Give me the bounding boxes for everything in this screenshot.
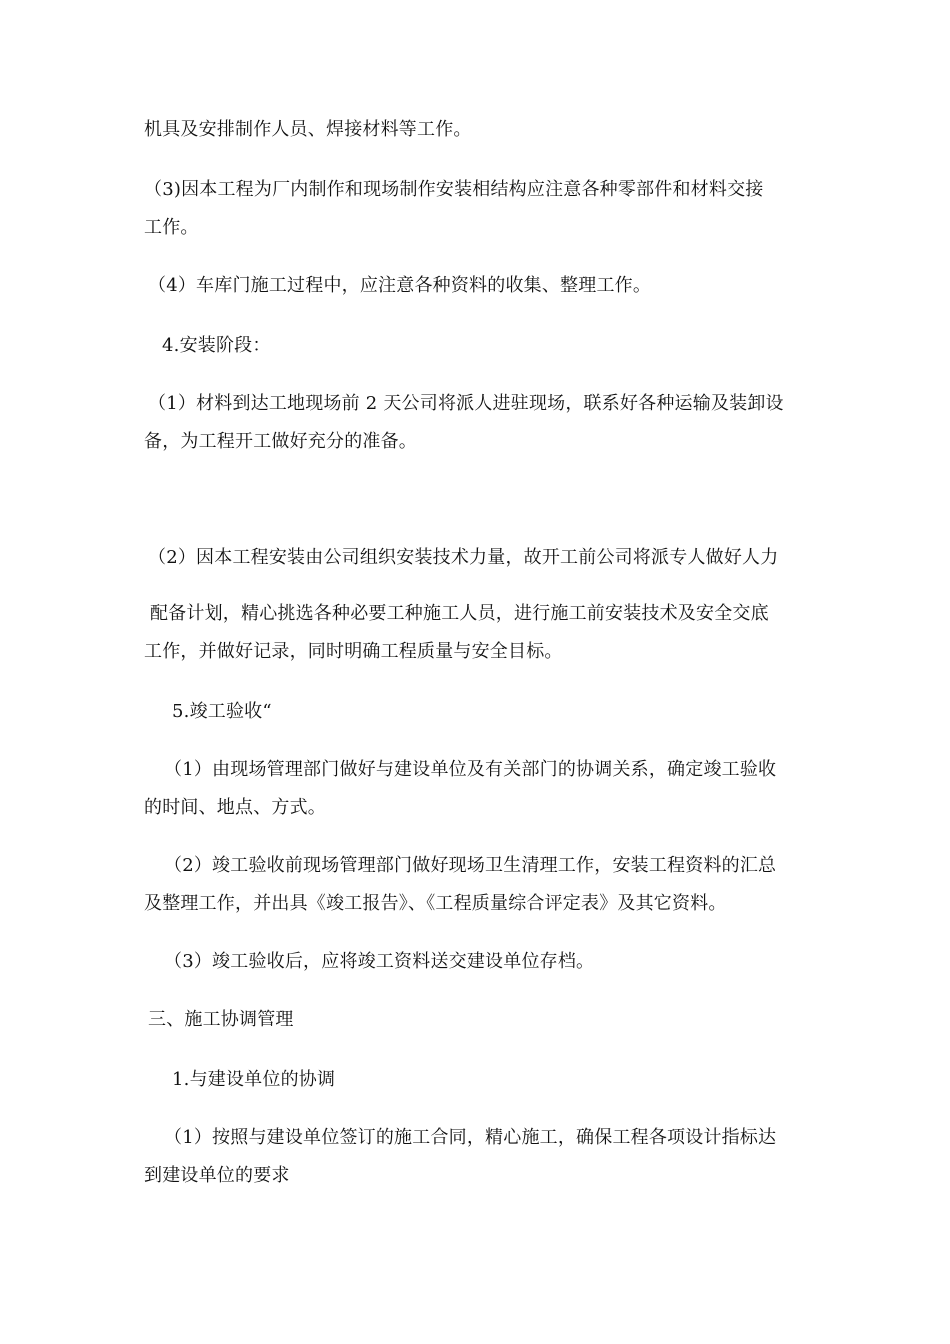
text-line: （1）按照与建设单位签订的施工合同，精心施工，确保工程各项设计指标达 <box>164 1127 777 1148</box>
text-line: 机具及安排制作人员、焊接材料等工作。 <box>144 119 472 140</box>
text-line: 及整理工作，并出具《竣工报告》、《工程质量综合评定表》及其它资料。 <box>144 893 727 914</box>
text-line: （4）车库门施工过程中，应注意各种资料的收集、整理工作。 <box>148 275 652 296</box>
section-heading: 三、施工协调管理 <box>148 1009 294 1030</box>
text-line: 备，为工程开工做好充分的准备。 <box>144 431 417 452</box>
section-heading: 4.安装阶段： <box>162 335 271 356</box>
text-line: （3)因本工程为厂内制作和现场制作安装相结构应注意各种零部件和材料交接 <box>144 179 764 200</box>
text-line: （1）材料到达工地现场前 2 天公司将派人进驻现场，联系好各种运输及装卸设 <box>148 393 784 414</box>
text-line: （3）竣工验收后，应将竣工资料送交建设单位存档。 <box>164 951 595 972</box>
text-line: （2）竣工验收前现场管理部门做好现场卫生清理工作，安装工程资料的汇总 <box>164 855 777 876</box>
text-line: 配备计划，精心挑选各种必要工种施工人员，进行施工前安装技术及安全交底 <box>150 603 769 624</box>
section-heading: 5.竣工验收“ <box>172 701 272 722</box>
text-line: 的时间、地点、方式。 <box>144 797 326 818</box>
text-line: （1）由现场管理部门做好与建设单位及有关部门的协调关系，确定竣工验收 <box>164 759 777 780</box>
section-heading: 1.与建设单位的协调 <box>172 1069 336 1090</box>
text-line: （2）因本工程安装由公司组织安装技术力量，故开工前公司将派专人做好人力 <box>148 547 779 568</box>
text-line: 工作。 <box>144 217 199 238</box>
text-line: 到建设单位的要求 <box>144 1165 290 1186</box>
text-line: 工作，并做好记录，同时明确工程质量与安全目标。 <box>144 641 563 662</box>
